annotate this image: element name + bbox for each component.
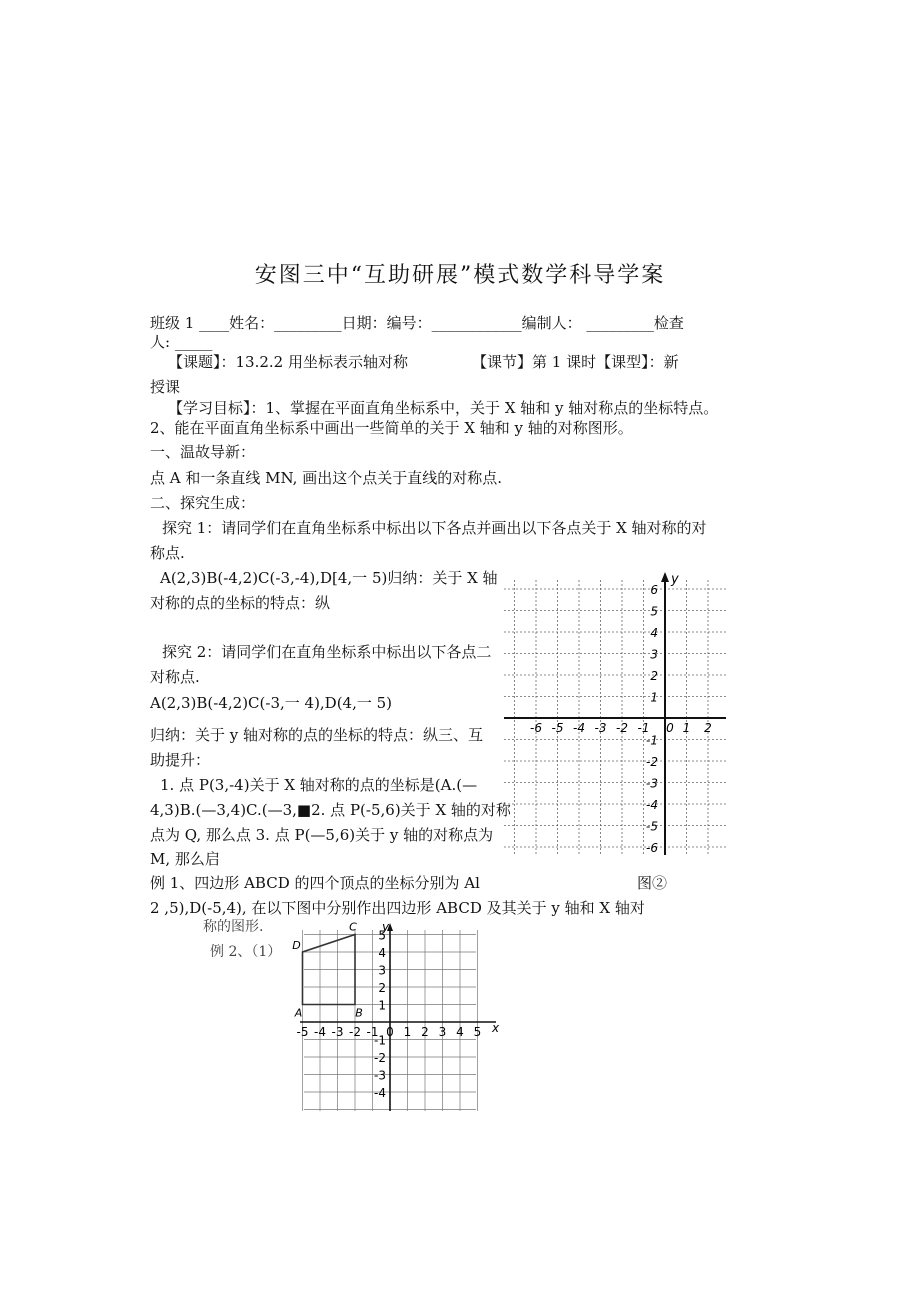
y-tick-label: 3 [650, 647, 658, 662]
example-1-cont: 2 ,5),D(-5,4), 在以下图中分别作出四边形 ABCD 及其关于 y 轴和 X 轴对 [150, 899, 645, 917]
y-axis-label: y [671, 572, 679, 587]
y-tick-label: 5 [378, 928, 386, 943]
explore-2-points: A(2,3)B(-4,2)C(-3,一 4),D(4,一 5) [150, 694, 393, 712]
x-tick-label: -2 [616, 721, 628, 735]
y-tick-labels [374, 929, 386, 1101]
x-tick-labels [530, 721, 712, 735]
page-title: 安图三中“互助研展”模式数学科导学案 [254, 263, 666, 288]
x-tick-label: 4 [456, 1025, 464, 1039]
example-2-label: 例 2、（1） [210, 944, 282, 960]
y-tick-label: -5 [646, 819, 658, 834]
vertex-label-c: C [349, 920, 357, 934]
learning-goal-2: 2、能在平面直角坐标系中画出一些简单的关于 X 轴和 y 轴的对称图形。 [150, 419, 633, 437]
vertex-label-b: B [355, 1006, 363, 1020]
figure-2-label: 图② [637, 874, 668, 892]
y-tick-label: -1 [646, 733, 658, 748]
vertex-label-a: A [294, 1006, 303, 1020]
lesson-topic: 【课题】：13.2.2 用坐标表示轴对称 [168, 353, 408, 371]
x-tick-label: 1 [682, 721, 691, 735]
x-tick-label: -4 [314, 1025, 326, 1039]
review-text: 点 A 和一条直线 MN, 画出这个点关于直线的对称点. [150, 469, 502, 487]
x-tick-label: 0 [386, 1025, 394, 1039]
question-1: 1. 点 P(3,-4)关于 X 轴对称的点的坐标是(A.(— [160, 776, 478, 794]
header-fields: 班级 1 ____姓名：_________日期：编号：____________编制人： _________检查 [150, 314, 684, 332]
y-tick-label: 2 [650, 669, 658, 683]
lesson-type-cont: 授课 [150, 378, 181, 396]
x-axis-label: x [492, 1021, 500, 1035]
figure-caption: 称的图形. [203, 919, 264, 935]
x-tick-label: -4 [573, 721, 585, 735]
y-tick-label: 4 [378, 946, 386, 960]
y-tick-label: 3 [378, 963, 386, 978]
learning-goal-1: 【学习目标】：1、掌握在平面直角坐标系中，关于 X 轴和 y 轴对称点的坐标特点。 [168, 399, 719, 417]
y-tick-label: -3 [646, 776, 658, 791]
explore-1-points: A(2,3)B(-4,2)C(-3,-4),D[4,一 5)归纳：关于 X 轴 [160, 569, 498, 587]
x-tick-label: -3 [594, 721, 607, 735]
x-tick-label: 2 [704, 721, 712, 735]
question-3-cont: M, 那么启 [150, 850, 220, 868]
explore-2-text-cont: 对称点. [150, 668, 200, 686]
x-tick-label: 3 [438, 1025, 447, 1039]
explore-1-summary: 对称的点的坐标的特点：纵 [150, 594, 331, 612]
x-tick-label: -5 [551, 721, 564, 735]
example-1: 例 1、四边形 ABCD 的四个顶点的坐标分别为 Al [150, 874, 480, 892]
x-tick-labels [297, 1025, 482, 1039]
section-explore: 二、探究生成： [150, 494, 256, 512]
explore-1-text: 探究 1：请同学们在直角坐标系中标出以下各点并画出以下各点关于 X 轴对称的对 [162, 519, 707, 537]
x-tick-label: -1 [366, 1025, 379, 1039]
explore-2-text: 探究 2：请同学们在直角坐标系中标出以下各点二 [162, 643, 492, 661]
question-3: 点为 Q, 那么点 3. 点 P(—5,6)关于 y 轴的对称点为 [150, 826, 494, 844]
x-tick-label: 1 [403, 1025, 412, 1039]
section-review: 一、温故导新： [150, 443, 256, 461]
axes [504, 572, 726, 855]
coordinate-grid-2 [292, 918, 506, 1113]
question-1-cont: 4,3)B.(—3,4)C.(—3,■2. 点 P(-5,6)关于 X 轴的对称 [150, 801, 511, 819]
axes [300, 920, 500, 1111]
y-tick-label: 5 [650, 604, 658, 619]
y-tick-label: -1 [374, 1033, 386, 1048]
x-tick-label: -5 [296, 1025, 309, 1039]
lesson-session: 【课节】第 1 课时【课型】：新 [472, 353, 679, 371]
y-tick-label: 2 [378, 981, 386, 995]
coordinate-grid-1 [500, 570, 730, 860]
y-tick-label: -2 [646, 755, 658, 769]
y-tick-label: -2 [374, 1051, 386, 1065]
y-axis-arrow [661, 572, 669, 582]
vertex-label-d: D [292, 939, 301, 952]
y-tick-label: -3 [374, 1068, 386, 1083]
y-axis-label: y [382, 920, 390, 934]
x-tick-label: 2 [421, 1025, 429, 1039]
explore-1-text-cont: 称点. [150, 544, 185, 562]
y-tick-label: -6 [646, 841, 658, 855]
section-improve: 助提升： [150, 751, 211, 769]
y-tick-label: 1 [378, 998, 386, 1013]
y-tick-label: 4 [650, 626, 658, 640]
x-tick-label: -3 [331, 1025, 344, 1039]
y-tick-label: 6 [650, 583, 658, 597]
y-tick-label: 1 [650, 690, 658, 705]
x-tick-label: -1 [637, 721, 650, 735]
x-tick-label: 0 [666, 721, 674, 735]
x-tick-label: -6 [530, 721, 542, 735]
x-tick-label: 5 [473, 1025, 482, 1039]
explore-2-summary: 归纳：关于 y 轴对称的点的坐标的特点：纵三、互 [150, 726, 484, 744]
y-tick-label: -4 [374, 1086, 386, 1100]
x-tick-label: -2 [349, 1025, 361, 1039]
header-fields-cont: 人: _____ [150, 333, 213, 351]
y-tick-label: -4 [646, 798, 658, 812]
